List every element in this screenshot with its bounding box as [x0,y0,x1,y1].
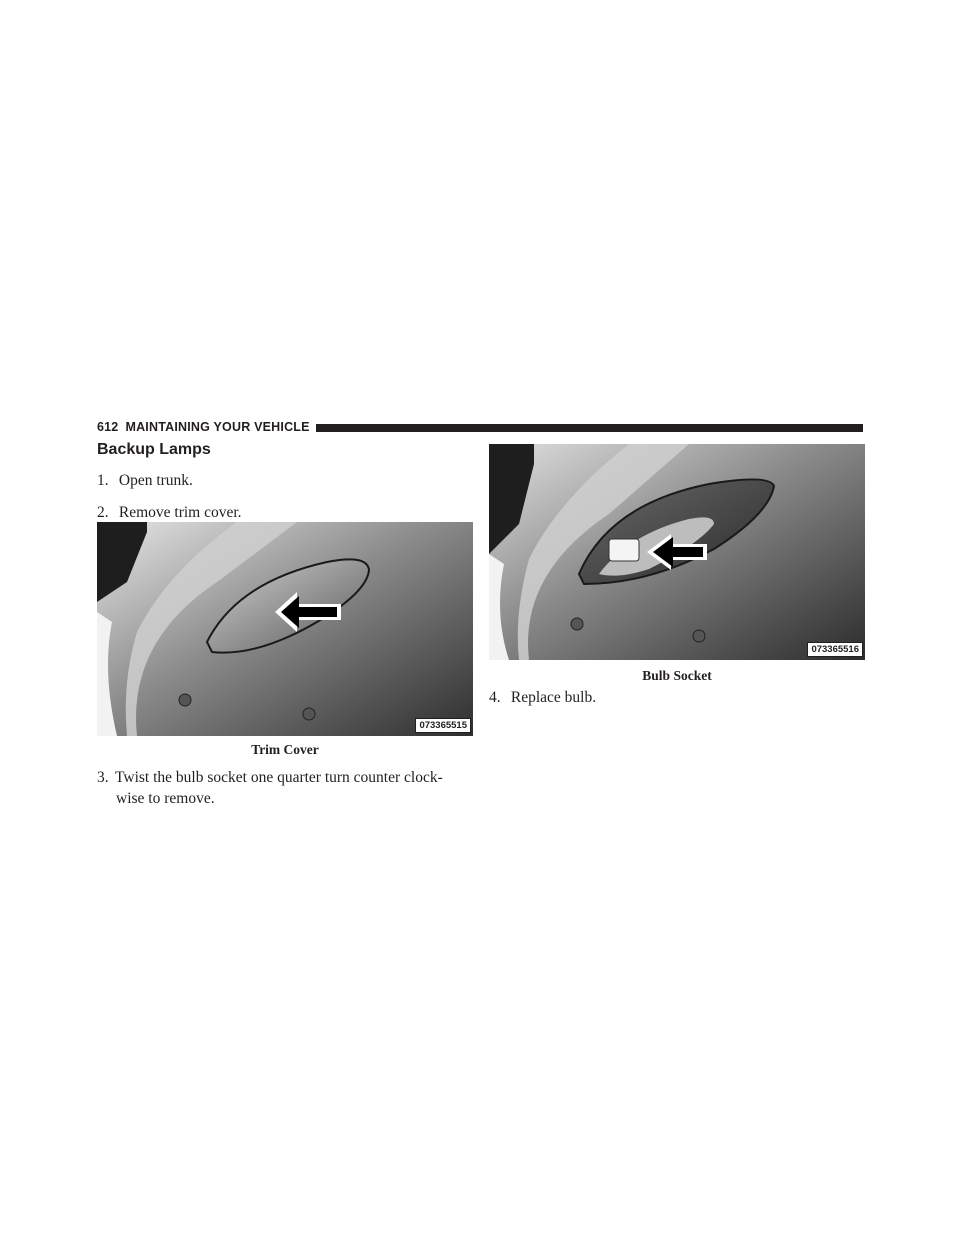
step-text: Open trunk. [118,472,193,489]
section-title: MAINTAINING YOUR VEHICLE [125,420,310,434]
figure-code: 073365515 [415,718,471,733]
step-text-line-1: Twist the bulb socket one quarter turn counter clock- [115,769,443,786]
step-number: 2. [97,504,109,521]
bulb-socket-figure [489,444,865,660]
step-number: 1. [97,472,109,489]
figure-caption: Trim Cover [251,742,319,757]
figure-caption: Bulb Socket [642,668,712,683]
trim-cover-illustration [97,522,473,736]
trim-cover-figure [97,522,473,736]
header-rule [316,424,863,432]
step-number: 3. [97,769,109,786]
bulb-socket-illustration [489,444,865,660]
step-text-line-2: wise to remove. [116,790,215,807]
step-number: 4. [489,689,501,706]
figure-code: 073365516 [807,642,863,657]
step-1 [97,470,193,491]
step-4 [489,687,596,708]
step-2 [97,502,242,523]
page-number: 612 [97,420,119,434]
step-3 [97,767,477,809]
section-heading: Backup Lamps [97,441,211,458]
running-header [97,419,863,435]
step-text: Remove trim cover. [118,504,242,521]
step-text: Replace bulb. [510,689,597,706]
